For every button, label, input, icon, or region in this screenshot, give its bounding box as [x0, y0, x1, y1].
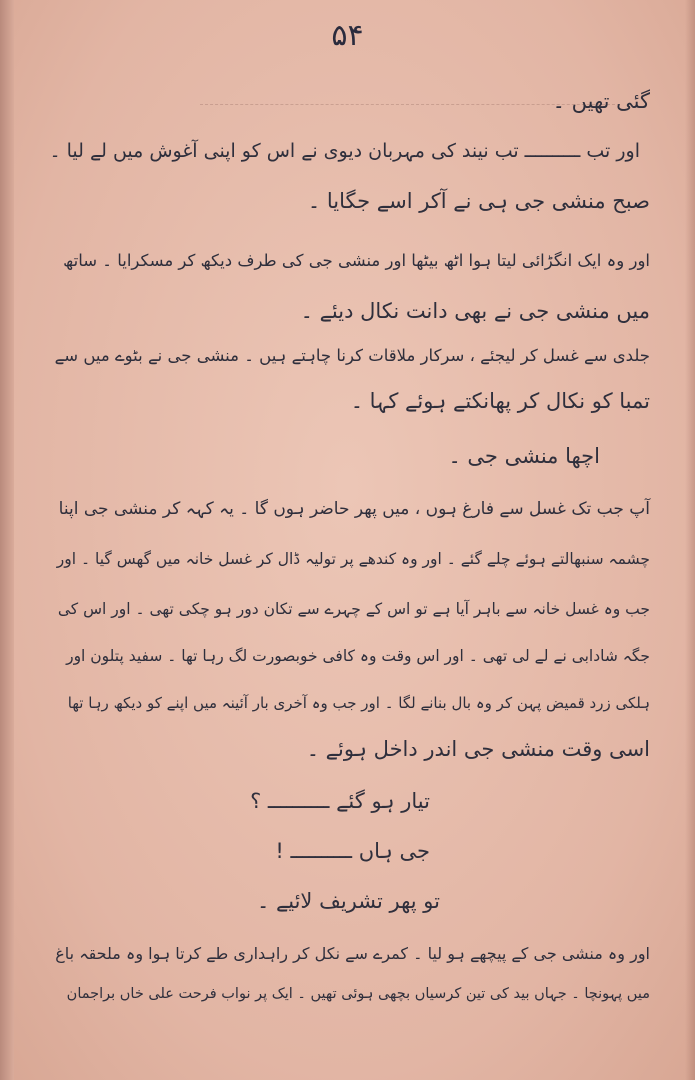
page-edge-shadow [685, 0, 695, 1080]
text-line-19: میں پہونچا ۔ جہاں بید کی تین کرسیاں بچھی ہوئی تھیں ۔ ایک پر نواب فرحت علی خاں براجمان [66, 986, 650, 1002]
text-line-8: اچھا منشی جی ۔ [448, 444, 600, 468]
text-line-16: جی ہاں ــــــــــ ! [275, 839, 430, 863]
text-line-10: چشمہ سنبھالتے ہوئے چلے گئے ۔ اور وہ کندھے پر تولیہ ڈال کر غسل خانہ میں گھس گیا ۔ اور [56, 550, 650, 568]
text-line-9: آپ جب تک غسل سے فارغ ہوں ، میں پھر حاضر ہوں گا ۔ یہ کہہ کر منشی جی اپنا [58, 499, 650, 519]
text-line-17: تو پھر تشریف لائیے ۔ [256, 889, 440, 913]
text-line-14: اسی وقت منشی جی اندر داخل ہوئے ۔ [306, 737, 650, 761]
page-number: ۵۴ [331, 18, 364, 53]
text-line-12: جگہ شادابی نے لے لی تھی ۔ اور اس وقت وہ کافی خوبصورت لگ رہا تھا ۔ سفید پتلون اور [66, 647, 650, 665]
text-line-2: اور تب ــــــــــ تب نیند کی مہربان دیوی نے اس کو اپنی آغوش میں لے لیا ۔ [49, 140, 640, 162]
text-line-5: میں منشی جی نے بھی دانت نکال دیئے ۔ [300, 299, 650, 323]
text-line-11: جب وہ غسل خانہ سے باہر آیا ہے تو اس کے چہرے سے تکان دور ہو چکی تھی ۔ اور اس کی [57, 600, 650, 618]
text-line-15: تیار ہو گئے ــــــــــ ؟ [250, 789, 430, 813]
text-line-18: اور وہ منشی جی کے پیچھے ہو لیا ۔ کمرے سے نکل کر راہداری طے کرتا ہوا وہ ملحقہ باغ [55, 944, 650, 963]
text-line-4: اور وہ ایک انگڑائی لیتا ہوا اٹھ بیٹھا اور منشی جی کی طرف دیکھ کر مسکرایا ۔ ساتھ [63, 251, 650, 270]
text-line-3: صبح منشی جی ہی نے آکر اسے جگایا ۔ [307, 189, 650, 213]
text-line-13: ہلکی زرد قمیض پہن کر وہ بال بنانے لگا ۔ اور جب وہ آخری بار آئینہ میں اپنے کو دیکھ رہا تھا [67, 694, 650, 712]
text-line-1: گئی تھیں ۔ [552, 89, 650, 113]
book-spine [0, 0, 14, 1080]
text-line-7: تمبا کو نکال کر پھانکتے ہوئے کہا ۔ [350, 389, 650, 413]
text-line-6: جلدی سے غسل کر لیجئے ، سرکار ملاقات کرنا چاہتے ہیں ۔ منشی جی نے بٹوے میں سے [54, 346, 650, 365]
